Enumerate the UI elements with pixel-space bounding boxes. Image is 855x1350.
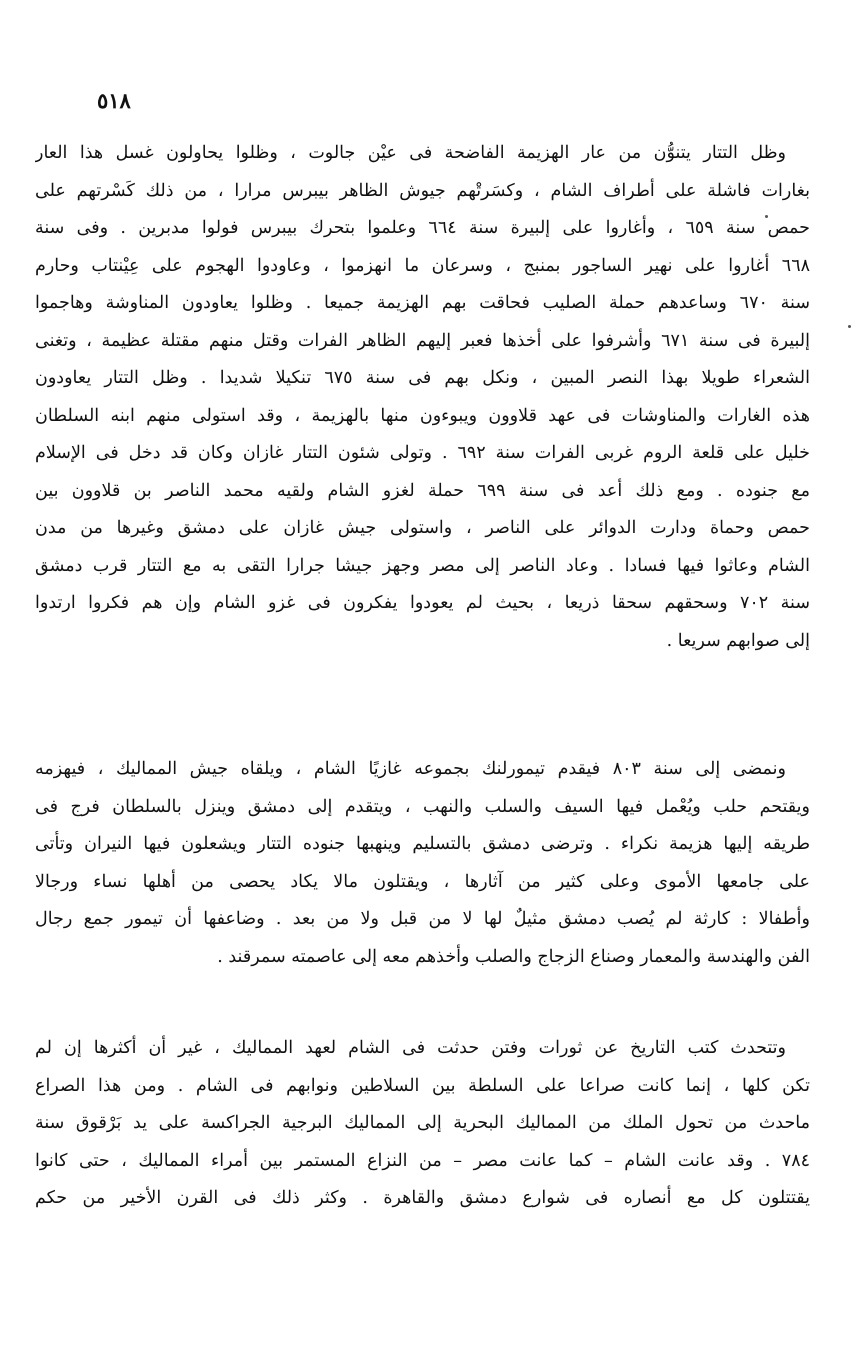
text-line: بغارات فاشلة على أطراف الشام ، وكسَرتْهم جيوش الظاهر بيبرس مرارا ، من ذلك كَسْرتهم على [35, 180, 810, 201]
text-line: حمص وحماة ودارت الدوائر على الناصر ، واستولى جيش غازان على دمشق وغيرها من مدن [35, 518, 810, 538]
text-line: وأطفالا : كارثة لم يُصب دمشق مثيلٌ لها لا من قبل ولا من بعد . وضاعفها أن تيمور جمع رجال [35, 909, 810, 929]
text-line: الشام وعاثوا فيها فسادا . وعاد الناصر إلى مصر وجهز جيشا جرارا التقى به مع التتار قرب دمشق [35, 555, 810, 576]
text-line: الفن والهندسة والمعمار وصناع الزجاج والصلب وأخذهم معه إلى عاصمته سمرقند . [217, 946, 810, 967]
text-line: وظل التتار يتنوُّن من عار الهزيمة الفاضحة فى عيْن جالوت ، وظلوا يحاولون غسل هذا العار [35, 143, 786, 163]
text-line: خليل على قلعة الروم غربى الفرات سنة ٦٩٢ . وتولى شئون التتار غازان وكان قد دخل فى الإسلام [35, 443, 810, 463]
text-line: ونمضى إلى سنة ٨٠٣ فيقدم تيمورلنك بجموعه غازيًا الشام ، ويلقاه جيش المماليك ، فيهزمه [35, 759, 786, 779]
text-line: إلى صوابهم سريعا . [666, 630, 810, 651]
text-line: هذه الغارات والمناوشات فى عهد قلاوون ويبوءون منها بالهزيمة ، وقد استولى منهم ابنه السلطان [35, 405, 810, 426]
text-line: إلبيرة فى سنة ٦٧١ وأشرفوا على أخذها فعبر إليهم الظاهر الفرات وقتل منهم مقتلة عظيمة ، وتغنى [35, 330, 810, 351]
text-line: سنة ٧٠٢ وسحقهم سحقا ذريعا ، بحيث لم يعودوا يفكرون فى غزو الشام وإن هم فكروا ارتدوا [35, 593, 810, 613]
text-line: الشعراء طويلا بهذا النصر المبين ، ونكل بهم فى سنة ٦٧٥ تنكيلا شديدا . وظل التتار يعاودون [35, 368, 810, 388]
text-line: يقتتلون كل مع أنصاره فى شوارع دمشق والقاهرة . وكثر ذلك فى القرن الأخير من حكم [35, 1188, 810, 1208]
scan-speck [848, 325, 851, 328]
page-number: ٥١٨ [97, 88, 131, 113]
paragraph-1 [35, 135, 810, 660]
text-line: تكن كلها ، إنما كانت صراعا على السلطة بين السلاطين ونوابهم فى الشام . ومن هذا الصراع [35, 1075, 810, 1096]
text-line: وتتحدث كتب التاريخ عن ثورات وفتن حدثت فى الشام لعهد المماليك ، غير أن أكثرها إن لم [35, 1038, 786, 1058]
paragraph-3 [35, 1030, 810, 1218]
text-line: طريقه إليها هزيمة نكراء . وترضى دمشق بالتسليم وينهبها جنوده التتار ويشعلون فيها النيران وتأتى [35, 834, 810, 854]
text-line: حمص سنة ٦٥٩ ، وأغاروا على إلبيرة سنة ٦٦٤ وعلموا بتحرك بيبرس فولوا مدبرين . وفى سنة [35, 218, 810, 238]
paragraph-2 [35, 751, 810, 976]
scan-speck [765, 215, 768, 218]
text-line: ٦٦٨ أغاروا على نهير الساجور بمنبج ، وسرعان ما انهزموا ، وعاودوا الهجوم على عِيْنتاب وحارم [35, 255, 810, 276]
text-line: ٧٨٤ . وقد عانت الشام – كما عانت مصر – من النزاع المستمر بين أمراء المماليك ، حتى كانوا [35, 1150, 810, 1171]
text-line: ماحدث من تحول الملك من المماليك البحرية إلى المماليك البرجية الجراكسة على يد بَرْقوق سنة [35, 1113, 810, 1133]
text-line: سنة ٦٧٠ وساعدهم حملة الصليب فحاقت بهم الهزيمة جميعا . وظلوا يعاودون المناوشة وهاجموا [35, 293, 810, 313]
text-line: على جامعها الأموى وعلى كثير من آثارها ، ويقتلون مالا يكاد يحصى من أهلها نساء ورجالا [35, 871, 810, 892]
text-line: ويقتحم حلب ويُعْمل فيها السيف والسلب والنهب ، ويتقدم إلى دمشق وينزل بالسلطان فرج فى [35, 796, 810, 817]
text-line: مع جنوده . ومع ذلك أعد فى سنة ٦٩٩ حملة لغزو الشام ولقيه محمد الناصر بن قلاوون بين [35, 480, 810, 501]
